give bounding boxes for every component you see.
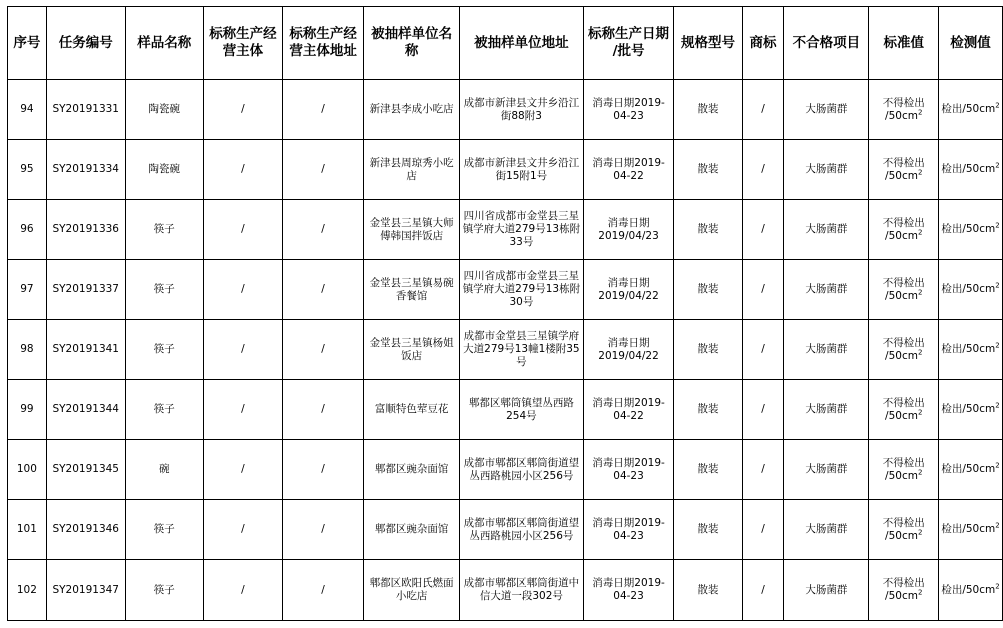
cell-task-no: SY20191336 [46, 200, 125, 260]
cell-standard-value: 不得检出 $/50cm^2$ [869, 320, 939, 380]
cell-sampled-unit-address: 成都市郫都区郫筒街道望丛西路桃园小区256号 [460, 500, 584, 560]
cell-failed-item: 大肠菌群 [784, 140, 869, 200]
cell-sample-name: 筷子 [125, 260, 203, 320]
cell-measured-value: 检出$/50cm^2$ [939, 440, 1003, 500]
cell-task-no: SY20191341 [46, 320, 125, 380]
cell-task-no: SY20191331 [46, 80, 125, 140]
cell-standard-value: 不得检出 $/50cm^2$ [869, 200, 939, 260]
col-header-trademark: 商标 [742, 7, 784, 80]
cell-trademark: / [742, 560, 784, 621]
col-header-standard-value: 标准值 [869, 7, 939, 80]
cell-failed-item: 大肠菌群 [784, 560, 869, 621]
cell-producer: / [203, 500, 282, 560]
col-header-production-date: 标称生产日期 /批号 [583, 7, 674, 80]
table-row [8, 440, 1003, 500]
col-header-failed-item: 不合格项目 [784, 7, 869, 80]
col-header-producer-address: 标称生产经 营主体地址 [283, 7, 364, 80]
cell-sample-name: 陶瓷碗 [125, 140, 203, 200]
table-row [8, 320, 1003, 380]
cell-trademark: / [742, 260, 784, 320]
cell-serial-no: 102 [8, 560, 47, 621]
cell-sampled-unit-address: 成都市新津县文井乡沿江街15附1号 [460, 140, 584, 200]
cell-producer-address: / [283, 440, 364, 500]
cell-sampled-unit-address: 成都市新津县文井乡沿江街88附3 [460, 80, 584, 140]
cell-measured-value: 检出$/50cm^2$ [939, 260, 1003, 320]
cell-production-date: 消毒日期2019-04-22 [583, 380, 674, 440]
table-row [8, 140, 1003, 200]
cell-measured-value: 检出$/50cm^2$ [939, 500, 1003, 560]
cell-producer: / [203, 200, 282, 260]
cell-specification: 散装 [674, 560, 742, 621]
col-header-serial-no: 序号 [8, 7, 47, 80]
cell-production-date: 消毒日期2019-04-23 [583, 80, 674, 140]
table-row [8, 560, 1003, 621]
cell-sampled-unit: 金堂县三星镇杨姐饭店 [364, 320, 460, 380]
cell-trademark: / [742, 380, 784, 440]
cell-serial-no: 96 [8, 200, 47, 260]
cell-production-date: 消毒日期2019-04-23 [583, 560, 674, 621]
cell-standard-value: 不得检出 $/50cm^2$ [869, 260, 939, 320]
cell-task-no: SY20191337 [46, 260, 125, 320]
cell-production-date: 消毒日期2019/04/23 [583, 200, 674, 260]
cell-producer-address: / [283, 80, 364, 140]
table-row [8, 500, 1003, 560]
cell-standard-value: 不得检出 $/50cm^2$ [869, 140, 939, 200]
cell-task-no: SY20191334 [46, 140, 125, 200]
cell-failed-item: 大肠菌群 [784, 80, 869, 140]
cell-measured-value: 检出$/50cm^2$ [939, 380, 1003, 440]
cell-specification: 散装 [674, 260, 742, 320]
cell-standard-value: 不得检出 $/50cm^2$ [869, 500, 939, 560]
cell-serial-no: 100 [8, 440, 47, 500]
cell-serial-no: 98 [8, 320, 47, 380]
cell-serial-no: 99 [8, 380, 47, 440]
cell-failed-item: 大肠菌群 [784, 500, 869, 560]
cell-serial-no: 97 [8, 260, 47, 320]
cell-task-no: SY20191344 [46, 380, 125, 440]
cell-producer: / [203, 320, 282, 380]
cell-sampled-unit-address: 郫都区郫筒镇望丛西路254号 [460, 380, 584, 440]
cell-failed-item: 大肠菌群 [784, 380, 869, 440]
cell-specification: 散装 [674, 440, 742, 500]
cell-standard-value: 不得检出 $/50cm^2$ [869, 380, 939, 440]
table-row [8, 380, 1003, 440]
cell-sampled-unit-address: 四川省成都市金堂县三星镇学府大道279号13栋附33号 [460, 200, 584, 260]
cell-trademark: / [742, 440, 784, 500]
cell-serial-no: 95 [8, 140, 47, 200]
cell-sampled-unit: 郫都区豌杂面馆 [364, 500, 460, 560]
col-header-task-no: 任务编号 [46, 7, 125, 80]
cell-trademark: / [742, 320, 784, 380]
header-row [8, 7, 1003, 80]
cell-failed-item: 大肠菌群 [784, 260, 869, 320]
cell-measured-value: 检出$/50cm^2$ [939, 320, 1003, 380]
cell-sampled-unit: 富顺特色荤豆花 [364, 380, 460, 440]
cell-producer-address: / [283, 200, 364, 260]
cell-measured-value: 检出$/50cm^2$ [939, 200, 1003, 260]
cell-specification: 散装 [674, 380, 742, 440]
col-header-sampled-unit: 被抽样单位名称 [364, 7, 460, 80]
cell-sample-name: 筷子 [125, 200, 203, 260]
cell-failed-item: 大肠菌群 [784, 320, 869, 380]
cell-sampled-unit: 新津县周琼秀小吃店 [364, 140, 460, 200]
cell-standard-value: 不得检出 $/50cm^2$ [869, 440, 939, 500]
cell-task-no: SY20191347 [46, 560, 125, 621]
cell-serial-no: 94 [8, 80, 47, 140]
cell-production-date: 消毒日期2019-04-23 [583, 500, 674, 560]
col-header-producer: 标称生产经 营主体 [203, 7, 282, 80]
cell-producer-address: / [283, 500, 364, 560]
cell-failed-item: 大肠菌群 [784, 440, 869, 500]
cell-producer: / [203, 140, 282, 200]
cell-producer: / [203, 440, 282, 500]
cell-sampled-unit: 金堂县三星镇易碗香餐馆 [364, 260, 460, 320]
cell-production-date: 消毒日期2019/04/22 [583, 320, 674, 380]
cell-producer-address: / [283, 380, 364, 440]
inspection-results-sheet [7, 6, 1003, 621]
cell-production-date: 消毒日期2019/04/22 [583, 260, 674, 320]
table-row [8, 260, 1003, 320]
cell-sampled-unit: 金堂县三星镇大师傅韩国拌饭店 [364, 200, 460, 260]
cell-producer-address: / [283, 260, 364, 320]
table-row [8, 80, 1003, 140]
cell-specification: 散装 [674, 80, 742, 140]
cell-sampled-unit: 郫都区欧阳氏燃面小吃店 [364, 560, 460, 621]
cell-sampled-unit-address: 成都市郫都区郫筒街道望丛西路桃园小区256号 [460, 440, 584, 500]
cell-sample-name: 筷子 [125, 380, 203, 440]
cell-measured-value: 检出$/50cm^2$ [939, 560, 1003, 621]
cell-trademark: / [742, 200, 784, 260]
cell-production-date: 消毒日期2019-04-23 [583, 440, 674, 500]
cell-task-no: SY20191345 [46, 440, 125, 500]
col-header-sample-name: 样品名称 [125, 7, 203, 80]
cell-sampled-unit: 郫都区豌杂面馆 [364, 440, 460, 500]
col-header-sampled-unit-address: 被抽样单位地址 [460, 7, 584, 80]
cell-producer-address: / [283, 320, 364, 380]
table-row [8, 200, 1003, 260]
cell-sample-name: 筷子 [125, 320, 203, 380]
cell-production-date: 消毒日期2019-04-22 [583, 140, 674, 200]
cell-measured-value: 检出$/50cm^2$ [939, 140, 1003, 200]
table-body [8, 80, 1003, 621]
cell-specification: 散装 [674, 140, 742, 200]
cell-sampled-unit-address: 成都市金堂县三星镇学府大道279号13幢1楼附35号 [460, 320, 584, 380]
cell-sample-name: 碗 [125, 440, 203, 500]
cell-specification: 散装 [674, 200, 742, 260]
cell-standard-value: 不得检出 $/50cm^2$ [869, 80, 939, 140]
cell-sampled-unit: 新津县李成小吃店 [364, 80, 460, 140]
cell-sampled-unit-address: 四川省成都市金堂县三星镇学府大道279号13栋附30号 [460, 260, 584, 320]
cell-sample-name: 陶瓷碗 [125, 80, 203, 140]
cell-producer: / [203, 380, 282, 440]
cell-standard-value: 不得检出 $/50cm^2$ [869, 560, 939, 621]
inspection-results-table [7, 6, 1003, 621]
col-header-specification: 规格型号 [674, 7, 742, 80]
cell-trademark: / [742, 140, 784, 200]
col-header-measured-value: 检测值 [939, 7, 1003, 80]
cell-sample-name: 筷子 [125, 500, 203, 560]
cell-measured-value: 检出$/50cm^2$ [939, 80, 1003, 140]
cell-producer: / [203, 260, 282, 320]
cell-task-no: SY20191346 [46, 500, 125, 560]
cell-failed-item: 大肠菌群 [784, 200, 869, 260]
cell-sample-name: 筷子 [125, 560, 203, 621]
cell-producer-address: / [283, 140, 364, 200]
cell-producer-address: / [283, 560, 364, 621]
cell-specification: 散装 [674, 500, 742, 560]
cell-specification: 散装 [674, 320, 742, 380]
cell-serial-no: 101 [8, 500, 47, 560]
cell-trademark: / [742, 80, 784, 140]
cell-producer: / [203, 80, 282, 140]
cell-trademark: / [742, 500, 784, 560]
cell-sampled-unit-address: 成都市郫都区郫筒街道中信大道一段302号 [460, 560, 584, 621]
cell-producer: / [203, 560, 282, 621]
